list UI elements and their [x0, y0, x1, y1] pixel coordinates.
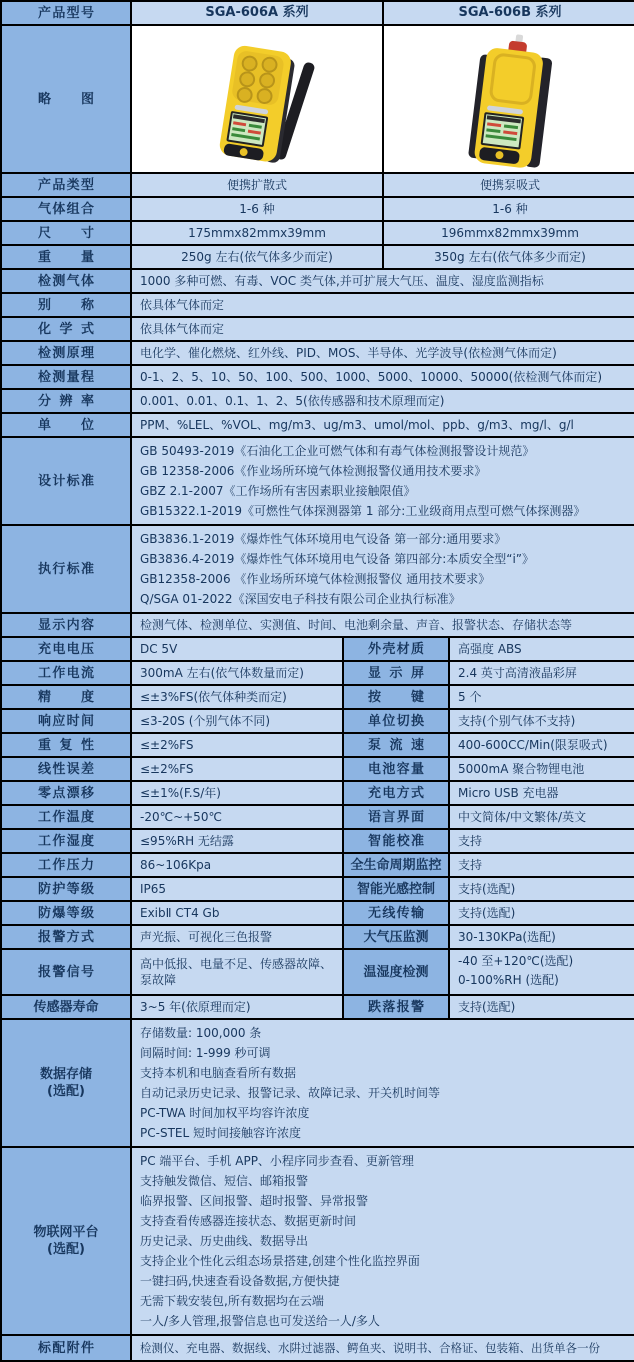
spec-label-right: 单位切换 [344, 710, 450, 732]
spec-label-left: 工作电流 [2, 662, 132, 684]
spec-value-left: DC 5V [132, 638, 344, 660]
spec-label: 重量 [2, 246, 132, 268]
spec-value-right [450, 950, 634, 994]
feature-line: 临界报警、区间报警、超时报警、异常报警 [140, 1194, 369, 1208]
spec-value-left: ≤3-20S (个别气体不同) [132, 710, 344, 732]
spec-value-right: 支持 [450, 830, 634, 852]
spec-value-b: 1-6 种 [384, 198, 634, 220]
spec-value-a: 1-6 种 [132, 198, 384, 220]
spec-label-right: 智能校准 [344, 830, 450, 852]
spec-label-left: 精度 [2, 686, 132, 708]
spec-value-right: 支持(选配) [450, 878, 634, 900]
series-b-title: SGA-606B 系列 [384, 2, 634, 24]
spec-row-detection-principle [2, 342, 632, 366]
spec-row-charge-voltage [2, 638, 632, 662]
spec-row-explosion-proof-rating [2, 902, 632, 926]
spec-value-left: 300mA 左右(依气体数量而定) [132, 662, 344, 684]
feature-line: 支持本机和电脑查看所有数据 [140, 1066, 297, 1080]
label-product-model-text: 产品型号 [38, 5, 94, 21]
standard-line: GBZ 2.1-2007《工作场所有害因素职业接触限值》 [140, 484, 416, 498]
spec-label-right: 温湿度检测 [344, 950, 450, 994]
spec-value-right: 30-130KPa(选配) [450, 926, 634, 948]
spec-value-right: 5 个 [450, 686, 634, 708]
spec-label: 检测气体 [2, 270, 132, 292]
spec-label-left: 重复性 [2, 734, 132, 756]
feature-line: 一键扫码,快速查看设备数据,方便快捷 [140, 1274, 340, 1288]
spec-row-response-time [2, 710, 632, 734]
feature-line: 无需下载安装包,所有数据均在云端 [140, 1294, 324, 1308]
spec-label-right: 电池容量 [344, 758, 450, 780]
device-b-image [384, 26, 634, 172]
spec-label: 产品类型 [2, 174, 132, 196]
value-line: 0-100%RH (选配) [458, 973, 559, 987]
spec-value: PPM、%LEL、%VOL、mg/m3、ug/m3、umol/mol、ppb、g/m3、mg/l、g/l [132, 414, 634, 436]
spec-label-left: 报警方式 [2, 926, 132, 948]
spec-row-data-storage [2, 1020, 632, 1148]
spec-label-right: 智能光感控制 [344, 878, 450, 900]
spec-label-right: 语言界面 [344, 806, 450, 828]
spec-label-left: 工作压力 [2, 854, 132, 876]
feature-line: PC-TWA 时间加权平均容许浓度 [140, 1106, 310, 1120]
spec-label-right: 显示屏 [344, 662, 450, 684]
spec-value-right: 支持(个别气体不支持) [450, 710, 634, 732]
spec-row-gas-combination [2, 198, 632, 222]
spec-value-right: 支持(选配) [450, 902, 634, 924]
spec-label-left: 工作温度 [2, 806, 132, 828]
spec-row-chemical-formula [2, 318, 632, 342]
spec-label-right: 外壳材质 [344, 638, 450, 660]
spec-row-product-type [2, 174, 632, 198]
device-a-image [132, 26, 384, 172]
spec-value-left: 高中低报、电量不足、传感器故障、泵故障 [132, 950, 344, 994]
spec-label: 气体组合 [2, 198, 132, 220]
sketch-row [2, 26, 632, 174]
spec-label: 显示内容 [2, 614, 132, 636]
feature-line: PC 端平台、手机 APP、小程序同步查看、更新管理 [140, 1154, 414, 1168]
spec-value: 0.001、0.01、0.1、1、2、5(依传感器和技术原理而定) [132, 390, 634, 412]
spec-value-left: 86~106Kpa [132, 854, 344, 876]
spec-label: 检测量程 [2, 366, 132, 388]
spec-value-right: Micro USB 充电器 [450, 782, 634, 804]
spec-row-linearity-error [2, 758, 632, 782]
feature-line: PC-STEL 短时间接触容许浓度 [140, 1126, 301, 1140]
label-product-model [2, 2, 132, 24]
diffusion-detector-illustration [132, 26, 382, 172]
spec-label: 执行标准 [2, 526, 132, 612]
spec-row-accessories [2, 1336, 632, 1360]
spec-value-right: 5000mA 聚合物锂电池 [450, 758, 634, 780]
feature-line: 支持企业个性化云组态场景搭建,创建个性化监控界面 [140, 1254, 420, 1268]
spec-label-right: 泵流速 [344, 734, 450, 756]
spec-row-units [2, 414, 632, 438]
spec-row-sensor-life [2, 996, 632, 1020]
spec-label: 尺寸 [2, 222, 132, 244]
spec-value-left: ≤±3%FS(依气体种类而定) [132, 686, 344, 708]
spec-label-left: 报警信号 [2, 950, 132, 994]
spec-label: 分辨率 [2, 390, 132, 412]
spec-label-left: 传感器寿命 [2, 996, 132, 1018]
iot-platform-list [132, 1148, 634, 1334]
label-sketch [2, 26, 132, 172]
spec-label-left: 防护等级 [2, 878, 132, 900]
spec-value-left: ≤±2%FS [132, 734, 344, 756]
spec-row-working-humidity [2, 830, 632, 854]
spec-value-left: -20℃~+50℃ [132, 806, 344, 828]
spec-label-right: 跌落报警 [344, 996, 450, 1018]
spec-label: 设计标准 [2, 438, 132, 524]
design-standards-list [132, 438, 634, 524]
spec-value: 检测气体、检测单位、实测值、时间、电池剩余量、声音、报警状态、存储状态等 [132, 614, 634, 636]
spec-label: 化学式 [2, 318, 132, 340]
spec-value-left: ≤±1%(F.S/年) [132, 782, 344, 804]
spec-value-right: 高强度 ABS [450, 638, 634, 660]
spec-value-left: IP65 [132, 878, 344, 900]
spec-value: 0-1、2、5、10、50、100、500、1000、5000、10000、50000(依检测气体而定) [132, 366, 634, 388]
spec-label [2, 1020, 132, 1146]
spec-row-weight [2, 246, 632, 270]
spec-value-a: 250g 左右(依气体多少而定) [132, 246, 384, 268]
spec-row-dimensions [2, 222, 632, 246]
spec-row-design-standards [2, 438, 632, 526]
spec-row-protection-rating [2, 878, 632, 902]
spec-row-working-temperature [2, 806, 632, 830]
spec-row-detection-range [2, 366, 632, 390]
standard-line: GB 50493-2019《石油化工企业可燃气体和有毒气体检测报警设计规范》 [140, 444, 535, 458]
spec-value-right: 支持 [450, 854, 634, 876]
standard-line: Q/SGA 01-2022《深国安电子科技有限公司企业执行标准》 [140, 592, 461, 606]
spec-label-right: 全生命周期监控 [344, 854, 450, 876]
feature-line: 历史记录、历史曲线、数据导出 [140, 1234, 309, 1248]
spec-label: 单位 [2, 414, 132, 436]
spec-label: 别称 [2, 294, 132, 316]
spec-value-b: 350g 左右(依气体多少而定) [384, 246, 634, 268]
spec-value-right: 2.4 英寸高清液晶彩屏 [450, 662, 634, 684]
standard-line: GB15322.1-2019《可燃性气体探测器第 1 部分:工业级商用点型可燃气体探测器》 [140, 504, 586, 518]
standard-line: GB12358-2006 《作业场所环境气体检测报警仪 通用技术要求》 [140, 572, 491, 586]
spec-label-text: 物联网平台 [33, 1225, 99, 1240]
spec-label-left: 防爆等级 [2, 902, 132, 924]
standard-line: GB3836.4-2019《爆炸性气体环境用电气设备 第四部分:本质安全型“i”》 [140, 552, 535, 566]
spec-value-left: ExibⅡ CT4 Gb [132, 902, 344, 924]
spec-row-iot-platform [2, 1148, 632, 1336]
feature-line: 支持触发微信、短信、邮箱报警 [140, 1174, 309, 1188]
feature-line: 支持查看传感器连接状态、数据更新时间 [140, 1214, 357, 1228]
spec-row-alarm-signal [2, 950, 632, 996]
feature-line: 间隔时间: 1-999 秒可调 [140, 1046, 271, 1060]
spec-value-left: 3~5 年(依原理而定) [132, 996, 344, 1018]
standard-line: GB 12358-2006《作业场所环境气体检测报警仪通用技术要求》 [140, 464, 487, 478]
spec-row-alias [2, 294, 632, 318]
series-a-title: SGA-606A 系列 [132, 2, 384, 24]
spec-value-left: ≤95%RH 无结露 [132, 830, 344, 852]
spec-label-left: 工作湿度 [2, 830, 132, 852]
spec-value-left: ≤±2%FS [132, 758, 344, 780]
pump-detector-illustration [384, 26, 634, 172]
spec-label-sub: (选配) [47, 1242, 85, 1257]
spec-label-left: 零点漂移 [2, 782, 132, 804]
spec-row-alarm-mode [2, 926, 632, 950]
spec-label-right: 无线传输 [344, 902, 450, 924]
spec-value: 检测仪、充电器、数据线、水阱过滤器、鳄鱼夹、说明书、合格证、包装箱、出货单各一份 [132, 1336, 634, 1360]
feature-line: 自动记录历史记录、报警记录、故障记录、开关机时间等 [140, 1086, 441, 1100]
spec-label-sub: (选配) [47, 1084, 85, 1099]
feature-line: 存储数量: 100,000 条 [140, 1026, 262, 1040]
data-storage-list [132, 1020, 634, 1146]
spec-row-detected-gas [2, 270, 632, 294]
spec-value: 依具体气体而定 [132, 318, 634, 340]
spec-label [2, 1148, 132, 1334]
label-sketch-text: 略图 [38, 91, 94, 107]
spec-label-left: 响应时间 [2, 710, 132, 732]
spec-value: 1000 多种可燃、有毒、VOC 类气体,并可扩展大气压、温度、湿度监测指标 [132, 270, 634, 292]
value-line: -40 至+120℃(选配) [458, 954, 574, 968]
spec-value: 依具体气体而定 [132, 294, 634, 316]
spec-label-left: 线性误差 [2, 758, 132, 780]
spec-value: 电化学、催化燃烧、红外线、PID、MOS、半导体、光学波导(依检测气体而定) [132, 342, 634, 364]
header-row [2, 2, 632, 26]
spec-label-right: 大气压监测 [344, 926, 450, 948]
spec-value-a: 175mmx82mmx39mm [132, 222, 384, 244]
spec-value-b: 便携泵吸式 [384, 174, 634, 196]
executive-standards-list [132, 526, 634, 612]
spec-row-executive-standards [2, 526, 632, 614]
standard-line: GB3836.1-2019《爆炸性气体环境用电气设备 第一部分:通用要求》 [140, 532, 507, 546]
spec-value-right: 支持(选配) [450, 996, 634, 1018]
spec-row-accuracy [2, 686, 632, 710]
spec-row-working-current [2, 662, 632, 686]
spec-label-right: 按键 [344, 686, 450, 708]
spec-label: 标配附件 [2, 1336, 132, 1360]
spec-value-right: 400-600CC/Min(限泵吸式) [450, 734, 634, 756]
spec-row-resolution [2, 390, 632, 414]
spec-value-a: 便携扩散式 [132, 174, 384, 196]
spec-value-b: 196mmx82mmx39mm [384, 222, 634, 244]
spec-row-repeatability [2, 734, 632, 758]
spec-row-display-contents [2, 614, 632, 638]
spec-label: 检测原理 [2, 342, 132, 364]
spec-row-zero-drift [2, 782, 632, 806]
spec-row-working-pressure [2, 854, 632, 878]
spec-label-text: 数据存储 [39, 1067, 92, 1082]
spec-label-left: 充电电压 [2, 638, 132, 660]
spec-value-right: 中文简体/中文繁体/英文 [450, 806, 634, 828]
spec-value-left: 声光振、可视化三色报警 [132, 926, 344, 948]
feature-line: 一人/多人管理,报警信息也可发送给一人/多人 [140, 1314, 380, 1328]
spec-label-right: 充电方式 [344, 782, 450, 804]
